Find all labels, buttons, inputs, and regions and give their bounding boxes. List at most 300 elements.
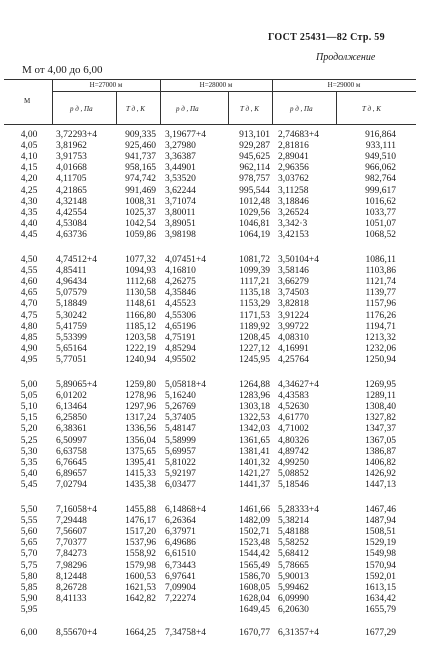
pressure-cell: 5,37405 [165,413,196,424]
temperature-cell: 1269,95 [365,380,396,390]
temperature-cell: 1099,39 [239,266,270,277]
temperature-cell: 1240,94 [125,354,156,365]
pressure-cell: 3,80011 [165,207,196,218]
temperature-cell: 1264,88 [239,380,270,390]
pressure-cell: 3,342·3 [278,218,308,229]
temperature-cell: 1046,81 [239,218,270,229]
header-top-rule [4,79,416,80]
pressure-cell: 4,52630 [278,402,309,413]
pressure-cell: 7,70377 [56,538,87,549]
pressure-cell: 4,43583 [278,391,309,402]
temperature-cell: 1482,09 [239,516,270,527]
col-header-temperature: T д , К [126,105,145,113]
temperature-cell: 1544,42 [239,549,270,560]
pressure-cell: 4,45523 [165,299,196,310]
mach-cell: 4,30 [20,196,38,207]
temperature-cell: 1121,74 [365,277,396,288]
table-row [0,208,422,219]
pressure-cell: 5,48147 [165,424,196,435]
pressure-cell: 3,26524 [278,207,309,218]
temperature-cell: 1529,19 [365,538,396,549]
header-bottom-rule [4,124,416,125]
pressure-cell: 4,99250 [278,457,309,468]
temperature-cell: 1401,32 [239,457,270,468]
mach-cell: 4,35 [20,207,38,218]
pressure-cell: 4,85294 [165,343,196,354]
pressure-cell: 4,42554 [56,207,87,218]
temperature-cell: 1153,29 [239,299,270,310]
pressure-cell: 3,91224 [278,310,309,321]
mach-cell: 4,90 [20,343,38,354]
temperature-cell: 1356,04 [125,435,156,446]
pressure-cell: 5,58252 [278,538,309,549]
mach-cell: 4,20 [20,174,38,185]
table-row [0,538,422,549]
mach-cell: 4,70 [20,299,38,310]
mach-cell: 4,85 [20,332,38,343]
temperature-cell: 1592,01 [365,571,396,582]
pressure-cell: 7,16058+4 [56,505,97,515]
temperature-cell: 1303,18 [239,402,270,413]
pressure-cell: 6,20630 [278,604,309,615]
temperature-cell: 1297,96 [125,402,156,413]
pressure-cell: 4,35846 [165,288,196,299]
pressure-cell: 5,65164 [56,343,87,354]
temperature-cell: 1042,54 [125,218,156,229]
pressure-cell: 4,61770 [278,413,309,424]
pressure-cell: 2,96356 [278,163,309,174]
table-row [0,380,422,391]
temperature-cell: 1502,71 [239,527,270,538]
temperature-cell: 1208,45 [239,332,270,343]
temperature-cell: 1642,82 [125,593,156,604]
table-row [0,230,422,241]
table-row [0,391,422,402]
pressure-cell: 4,89742 [278,446,309,457]
table-row [0,344,422,355]
temperature-cell: 995,544 [239,185,270,196]
temperature-cell: 1278,96 [125,391,156,402]
temperature-cell: 1517,20 [125,527,156,538]
mach-cell: 5,85 [20,582,38,593]
mach-cell: 5,60 [20,527,38,538]
temperature-cell: 1232,06 [365,343,396,354]
pressure-cell: 3,91753 [56,152,87,163]
temperature-cell: 1649,45 [239,604,270,615]
pressure-cell: 4,01668 [56,163,87,174]
table-row [0,355,422,366]
pressure-cell: 6,76645 [56,457,87,468]
mach-cell: 5,10 [20,402,38,413]
temperature-cell: 941,737 [125,152,156,163]
temperature-cell: 933,111 [365,141,396,152]
pressure-cell: 3,50104+4 [278,255,319,265]
temperature-cell: 1322,53 [239,413,270,424]
temperature-cell: 982,764 [365,174,396,185]
pressure-cell: 3,36387 [165,152,196,163]
pressure-cell: 4,32148 [56,196,87,207]
temperature-cell: 1600,53 [125,571,156,582]
temperature-cell: 1012,48 [239,196,270,207]
table-row [0,277,422,288]
mach-cell: 4,60 [20,277,38,288]
pressure-cell: 3,89051 [165,218,196,229]
temperature-cell: 945,625 [239,152,270,163]
pressure-cell: 5,05818+4 [165,380,206,390]
pressure-cell: 4,65196 [165,321,196,332]
temperature-cell: 1677,29 [365,628,396,638]
page-header: ГОСТ 25431—82 Стр. 59 [268,32,385,43]
table-row [0,163,422,174]
temperature-cell: 1185,12 [125,321,156,332]
temperature-cell: 1375,65 [125,446,156,457]
pressure-cell: 6,89657 [56,468,87,479]
temperature-cell: 1259,80 [125,380,156,390]
col-header-temperature: T д , К [240,105,259,113]
temperature-cell: 925,460 [125,141,156,152]
temperature-cell: 1148,61 [125,299,156,310]
table-row [0,152,422,163]
temperature-cell: 929,287 [239,141,270,152]
temperature-cell: 1117,21 [239,277,270,288]
mach-cell: 4,45 [20,229,38,240]
temperature-cell: 1077,32 [125,255,156,265]
temperature-cell: 1586,70 [239,571,270,582]
pressure-cell: 8,26728 [56,582,87,593]
temperature-cell: 1016,62 [365,196,396,207]
temperature-cell: 1655,79 [365,604,396,615]
table-row [0,469,422,480]
table-row [0,288,422,299]
temperature-cell: 909,335 [125,130,156,140]
pressure-cell: 7,09904 [165,582,196,593]
mach-cell: 5,00 [20,380,38,390]
temperature-cell: 1558,92 [125,549,156,560]
pressure-cell: 8,12448 [56,571,87,582]
pressure-cell: 8,55670+4 [56,628,97,638]
temperature-cell: 1447,13 [365,479,396,490]
pressure-cell: 6,38361 [56,424,87,435]
pressure-cell: 3,74503 [278,288,309,299]
temperature-cell: 1283,96 [239,391,270,402]
table-row [0,583,422,594]
table-row [0,594,422,605]
mach-cell: 5,70 [20,549,38,560]
temperature-cell: 1222,19 [125,343,156,354]
temperature-cell: 1157,96 [365,299,396,310]
mach-cell: 5,95 [20,604,38,615]
temperature-cell: 999,617 [365,185,396,196]
mach-cell: 4,50 [20,255,38,265]
temperature-cell: 1487,94 [365,516,396,527]
temperature-cell: 1327,82 [365,413,396,424]
table-row [0,413,422,424]
column-divider [228,91,229,124]
table-row [0,299,422,310]
mach-cell: 4,75 [20,310,38,321]
temperature-cell: 1245,95 [239,354,270,365]
temperature-cell: 1664,25 [125,628,156,638]
col-header-m: M [24,97,31,105]
temperature-cell: 1213,32 [365,332,396,343]
pressure-cell: 3,19677+4 [165,130,206,140]
pressure-cell: 6,73443 [165,560,196,571]
mach-cell: 5,05 [20,391,38,402]
table-row [0,549,422,560]
pressure-cell: 3,72293+4 [56,130,97,140]
pressure-cell: 6,63758 [56,446,87,457]
temperature-cell: 1166,80 [125,310,156,321]
pressure-cell: 3,44901 [165,163,196,174]
pressure-cell: 4,07451+4 [165,255,206,265]
pressure-cell: 4,95502 [165,354,196,365]
pressure-cell: 3,18846 [278,196,309,207]
pressure-cell: 6,26364 [165,516,196,527]
temperature-cell: 1628,04 [239,593,270,604]
pressure-cell: 5,81022 [165,457,196,468]
temperature-cell: 1171,53 [239,310,270,321]
table-row [0,197,422,208]
temperature-cell: 1135,18 [239,288,270,299]
table-row [0,480,422,491]
table-row [0,516,422,527]
temperature-cell: 1289,11 [365,391,396,402]
range-caption: M от 4,00 до 6,00 [22,64,103,76]
temperature-cell: 1537,96 [125,538,156,549]
pressure-cell: 3,81962 [56,141,87,152]
pressure-cell: 4,08310 [278,332,309,343]
temperature-cell: 1361,65 [239,435,270,446]
header-group-rule [52,91,416,92]
pressure-cell: 4,74512+4 [56,255,97,265]
pressure-cell: 2,81816 [278,141,309,152]
pressure-cell: 3,62244 [165,185,196,196]
pressure-cell: 3,99722 [278,321,309,332]
temperature-cell: 916,864 [365,130,396,140]
pressure-cell: 4,96434 [56,277,87,288]
pressure-cell: 3,82818 [278,299,309,310]
group-header-h28000: H=28000 м [199,81,233,89]
pressure-cell: 5,90013 [278,571,309,582]
temperature-cell: 1103,86 [365,266,396,277]
temperature-cell: 1008,31 [125,196,156,207]
mach-cell: 5,75 [20,560,38,571]
temperature-cell: 1523,48 [239,538,270,549]
pressure-cell: 6,13464 [56,402,87,413]
mach-cell: 5,15 [20,413,38,424]
temperature-cell: 1336,56 [125,424,156,435]
group-header-h27000: H=27000 м [89,81,123,89]
pressure-cell: 4,26275 [165,277,196,288]
table-row [0,174,422,185]
pressure-cell: 3,11258 [278,185,309,196]
pressure-cell: 3,71074 [165,196,196,207]
temperature-cell: 1613,15 [365,582,396,593]
temperature-cell: 1608,05 [239,582,270,593]
pressure-cell: 6,03477 [165,479,196,490]
table-header [0,79,422,125]
pressure-cell: 5,28333+4 [278,505,319,515]
pressure-cell: 5,18849 [56,299,87,310]
table-row [0,447,422,458]
temperature-cell: 962,114 [239,163,270,174]
column-divider [116,91,117,124]
temperature-cell: 1081,72 [239,255,270,265]
table-row [0,333,422,344]
mach-cell: 4,65 [20,288,38,299]
table-row [0,322,422,333]
pressure-cell: 3,58146 [278,266,309,277]
mach-cell: 5,55 [20,516,38,527]
mach-cell: 5,30 [20,446,38,457]
table-row [0,266,422,277]
table-row [0,628,422,639]
mach-cell: 5,80 [20,571,38,582]
pressure-cell: 5,58999 [165,435,196,446]
table-row [0,130,422,141]
pressure-cell: 5,69957 [165,446,196,457]
table-row [0,505,422,516]
pressure-cell: 6,09990 [278,593,309,604]
pressure-cell: 6,49686 [165,538,196,549]
pressure-cell: 5,07579 [56,288,87,299]
temperature-cell: 1250,94 [365,354,396,365]
pressure-cell: 4,85411 [56,266,87,277]
col-header-pressure: p д , Па [70,105,93,113]
pressure-cell: 4,21865 [56,185,87,196]
mach-cell: 4,05 [20,141,38,152]
temperature-cell: 1194,71 [365,321,396,332]
pressure-cell: 4,71002 [278,424,309,435]
group-header-h29000: H=29000 м [327,81,361,89]
table-row [0,186,422,197]
temperature-cell: 1068,52 [365,229,396,240]
pressure-cell: 7,56607 [56,527,87,538]
temperature-cell: 978,757 [239,174,270,185]
pressure-cell: 7,98296 [56,560,87,571]
mach-cell: 4,40 [20,218,38,229]
pressure-cell: 6,97641 [165,571,196,582]
temperature-cell: 1317,24 [125,413,156,424]
pressure-cell: 3,42153 [278,229,309,240]
temperature-cell: 1059,86 [125,229,156,240]
temperature-cell: 958,165 [125,163,156,174]
table-row [0,605,422,616]
pressure-cell: 5,18546 [278,479,309,490]
pressure-cell: 5,08852 [278,468,309,479]
table-row [0,255,422,266]
mach-cell: 4,55 [20,266,38,277]
pressure-cell: 6,61510 [165,549,196,560]
pressure-cell: 5,99462 [278,582,309,593]
pressure-cell: 8,41133 [56,593,87,604]
pressure-cell: 5,89065+4 [56,380,97,390]
temperature-cell: 1367,05 [365,435,396,446]
pressure-cell: 3,66279 [278,277,309,288]
mach-cell: 5,45 [20,479,38,490]
temperature-cell: 1227,12 [239,343,270,354]
temperature-cell: 1112,68 [125,277,156,288]
temperature-cell: 1386,87 [365,446,396,457]
temperature-cell: 1461,66 [239,505,270,515]
temperature-cell: 1033,77 [365,207,396,218]
pressure-cell: 6,31357+4 [278,628,319,638]
mach-cell: 5,25 [20,435,38,446]
pressure-cell: 5,78665 [278,560,309,571]
table-row [0,458,422,469]
temperature-cell: 1621,53 [125,582,156,593]
pressure-cell: 4,34627+4 [278,380,319,390]
pressure-cell: 5,41759 [56,321,87,332]
table-row [0,436,422,447]
temperature-cell: 991,469 [125,185,156,196]
mach-cell: 5,90 [20,593,38,604]
mach-cell: 4,15 [20,163,38,174]
temperature-cell: 1565,49 [239,560,270,571]
temperature-cell: 1130,58 [125,288,156,299]
pressure-cell: 7,22274 [165,593,196,604]
mach-cell: 5,50 [20,505,38,515]
continuation-label: Продолжение [316,52,376,63]
temperature-cell: 1415,33 [125,468,156,479]
mach-cell: 4,00 [20,130,38,140]
pressure-cell: 3,98198 [165,229,196,240]
pressure-cell: 6,50997 [56,435,87,446]
temperature-cell: 1549,98 [365,549,396,560]
table-row [0,561,422,572]
mach-cell: 4,10 [20,152,38,163]
temperature-cell: 1441,37 [239,479,270,490]
temperature-cell: 1476,17 [125,516,156,527]
pressure-cell: 4,53084 [56,218,87,229]
pressure-cell: 5,92197 [165,468,196,479]
temperature-cell: 1203,58 [125,332,156,343]
pressure-cell: 7,34758+4 [165,628,206,638]
temperature-cell: 1426,92 [365,468,396,479]
temperature-cell: 1455,88 [125,505,156,515]
pressure-cell: 6,37971 [165,527,196,538]
pressure-cell: 2,89041 [278,152,309,163]
temperature-cell: 1086,11 [365,255,396,265]
temperature-cell: 1051,07 [365,218,396,229]
temperature-cell: 1395,41 [125,457,156,468]
temperature-cell: 1406,82 [365,457,396,468]
table-row [0,424,422,435]
table-row [0,402,422,413]
pressure-cell: 5,30242 [56,310,87,321]
temperature-cell: 1025,37 [125,207,156,218]
column-divider [336,91,337,124]
mach-cell: 4,25 [20,185,38,196]
pressure-cell: 5,38214 [278,516,309,527]
mach-cell: 5,35 [20,457,38,468]
pressure-cell: 6,14868+4 [165,505,206,515]
pressure-cell: 3,53520 [165,174,196,185]
mach-cell: 5,65 [20,538,38,549]
table-row [0,141,422,152]
temperature-cell: 1308,40 [365,402,396,413]
mach-cell: 6,00 [20,628,38,638]
pressure-cell: 4,75191 [165,332,196,343]
col-header-pressure: p д , Па [176,105,199,113]
col-header-temperature: T д , К [362,105,381,113]
temperature-cell: 1435,38 [125,479,156,490]
pressure-cell: 4,25764 [278,354,309,365]
temperature-cell: 1508,51 [365,527,396,538]
col-header-pressure: p д , Па [290,105,313,113]
pressure-cell: 7,84273 [56,549,87,560]
temperature-cell: 913,101 [239,130,270,140]
